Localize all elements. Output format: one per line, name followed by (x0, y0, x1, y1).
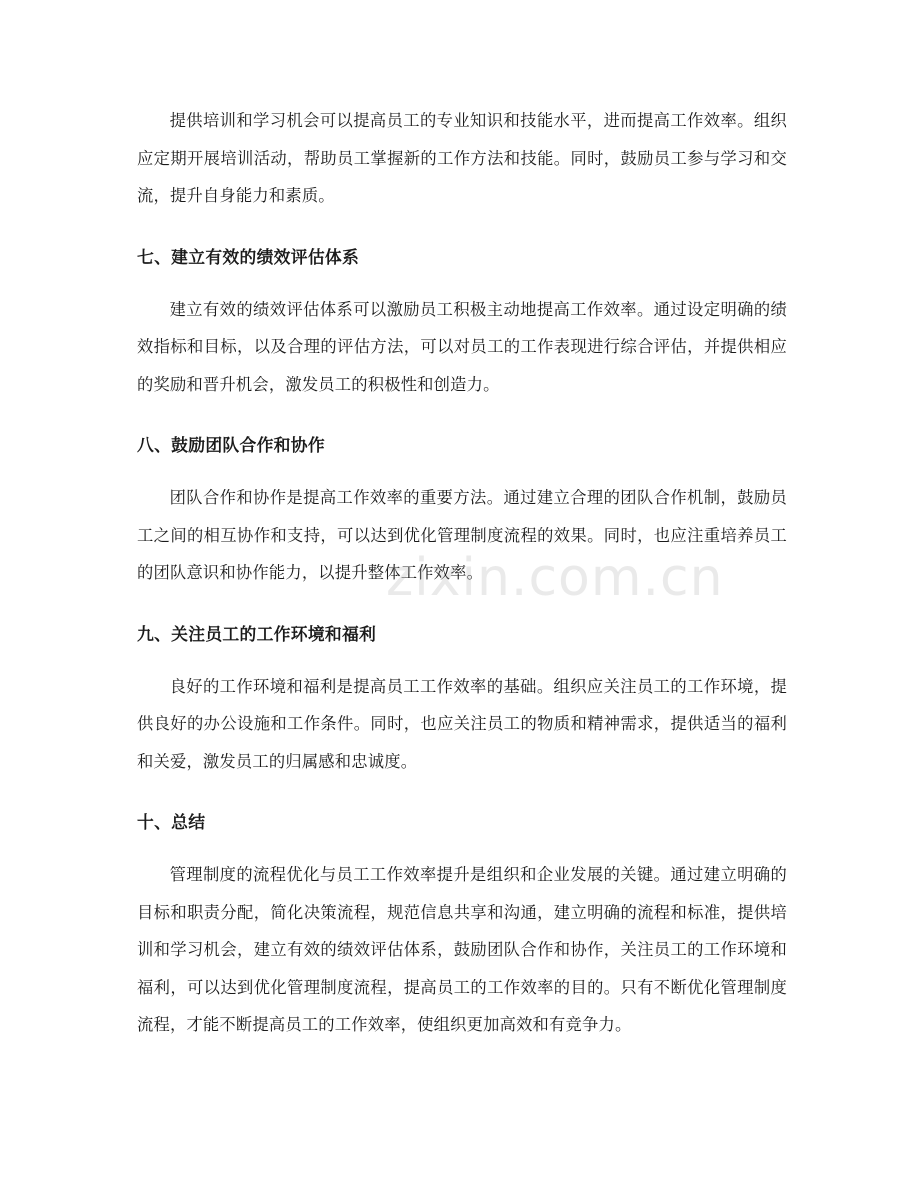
document-page (137, 102, 787, 1044)
heading-work-environment: 九、关注员工的工作环境和福利 (137, 623, 377, 644)
paragraph-teamwork: 团队合作和协作是提高工作效率的重要方法。通过建立合理的团队合作机制，鼓励员工之间的相互协作和支持，可以达到优化管理制度流程的效果。同时，也应注重培养员工的团队意识和协作能力，以提升整体工作效率。 (137, 488, 787, 582)
heading-teamwork: 八、鼓励团队合作和协作 (137, 435, 325, 455)
watermark-text: zixin.com.cn (386, 548, 724, 608)
paragraph-performance-evaluation: 建立有效的绩效评估体系可以激励员工积极主动地提高工作效率。通过设定明确的绩效指标和目标，以及合理的评估方法，可以对员工的工作表现进行综合评估，并提供相应的奖励和晋升机会，激发员工的积极性和创造力。 (137, 299, 787, 394)
paragraph-summary: 管理制度的流程优化与员工工作效率提升是组织和企业发展的关键。通过建立明确的目标和职责分配，简化决策流程，规范信息共享和沟通，建立明确的流程和标准，提供培训和学习机会，建立有效的绩效评估体系，鼓励团队合作和协作，关注员工的工作环境和福利，可以达到优化管理制度流程，提高员工的工作效率的目的。只有不断优化管理制度流程，才能不断提高员工的工作效率，使组织更加高效和有竞争力。 (137, 865, 787, 1034)
heading-performance-evaluation: 七、建立有效的绩效评估体系 (137, 246, 360, 267)
paragraph-work-environment: 良好的工作环境和福利是提高员工工作效率的基础。组织应关注员工的工作环境，提供良好的办公设施和工作条件。同时，也应关注员工的物质和精神需求，提供适当的福利和关爱，激发员工的归属感和忠诚度。 (137, 676, 787, 771)
heading-summary: 十、总结 (137, 812, 206, 832)
paragraph-training: 提供培训和学习机会可以提高员工的专业知识和技能水平，进而提高工作效率。组织应定期开展培训活动，帮助员工掌握新的工作方法和技能。同时，鼓励员工参与学习和交流，提升自身能力和素质。 (137, 111, 787, 205)
